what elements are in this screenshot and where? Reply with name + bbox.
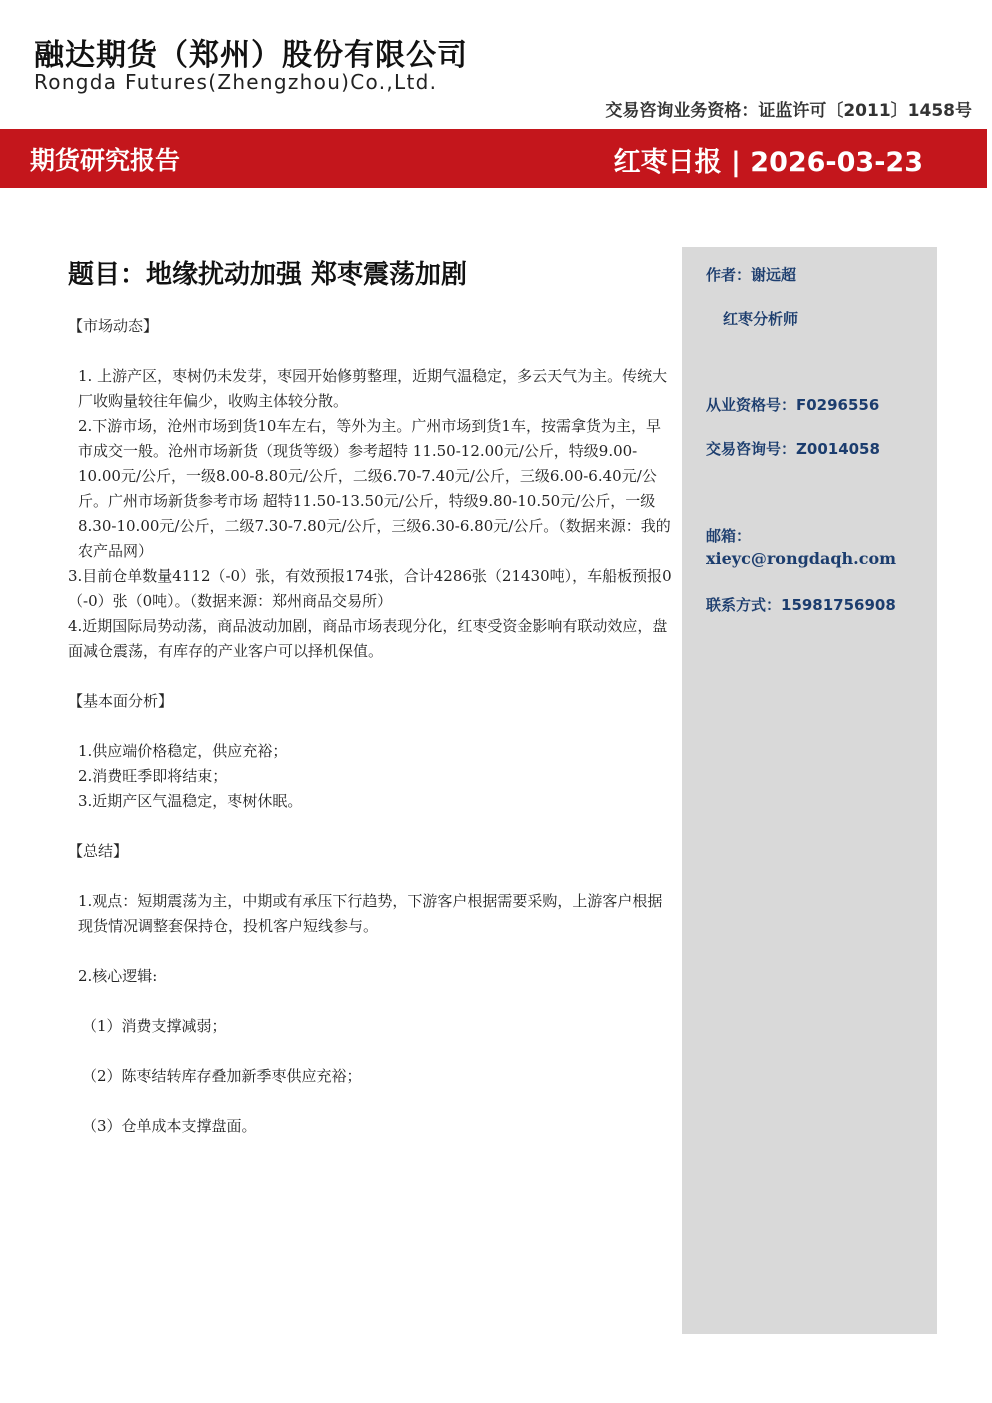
fundamental-item: 3.近期产区气温稳定，枣树休眠。 [78, 792, 303, 810]
email-link[interactable]: xieyc@rongdaqh.com [706, 549, 897, 568]
section-heading-market: 【市场动态】 [68, 317, 159, 335]
market-item: 3.目前仓单数量4112（-0）张，有效预报174张，合计4286张（21430吨），车船板预报0（-0）张（0吨）。（数据来源：郑州商品交易所） [68, 567, 672, 610]
author-role: 红枣分析师 [723, 310, 799, 328]
author-sidebar [682, 247, 937, 1334]
report-title: 题目：地缘扰动加强 郑枣震荡加剧 [68, 260, 468, 290]
fundamental-item: 2.消费旺季即将结束； [78, 767, 228, 785]
company-name-en: Rongda Futures(Zhengzhou)Co.,Ltd. [34, 70, 438, 94]
logic-item: （2）陈枣结转库存叠加新季枣供应充裕； [82, 1067, 362, 1085]
report-body [68, 314, 672, 1139]
fundamental-item: 1.供应端价格稳定，供应充裕； [78, 742, 288, 760]
author-name: 作者：谢远超 [706, 266, 797, 284]
summary-logic-heading: 2.核心逻辑: [78, 967, 158, 985]
report-category: 期货研究报告 [30, 146, 181, 175]
email-label: 邮箱： [706, 527, 752, 545]
logic-item: （3）仓单成本支撑盘面。 [82, 1117, 257, 1135]
logic-item: （1）消费支撑减弱； [82, 1017, 227, 1035]
market-item: 2.下游市场，沧州市场到货10车左右，等外为主。广州市场到货1车，按需拿货为主，早市成交一般。沧州市场新货（现货等级）参考超特 11.50-12.00元/公斤，特级9.00-10.00元/公斤，一级8.00-8.80元/公斤，二级6.70-7.40元/公斤，三级6.00-6.40元/公斤。广州市场新货参考市场 超特11.50-13.50元/公斤，特级9.80-10.50元/公斤，一级8.30-10.00元/公斤，二级7.30-7.80元/公斤，三级6.30-6.80元/公斤。（数据来源：我的农产品网） [78, 417, 671, 560]
market-item: 1. 上游产区，枣树仍未发芽，枣园开始修剪整理，近期气温稳定，多云天气为主。传统大厂收购量较往年偏少，收购主体较分散。 [78, 367, 668, 410]
report-type-date: 红枣日报 | 2026-03-23 [613, 147, 923, 178]
section-heading-fundamental: 【基本面分析】 [68, 692, 174, 710]
consult-number: 交易咨询号：Z0014058 [706, 440, 880, 458]
report-banner [0, 129, 987, 188]
phone-number: 联系方式：15981756908 [706, 596, 896, 614]
market-item: 4.近期国际局势动荡，商品波动加剧，商品市场表现分化，红枣受资金影响有联动效应，盘面减仓震荡，有库存的产业客户可以择机保值。 [68, 617, 668, 660]
license-info: 交易咨询业务资格：证监许可〔2011〕1458号 [605, 101, 972, 121]
qualification-number: 从业资格号：F0296556 [706, 396, 880, 414]
section-heading-summary: 【总结】 [68, 842, 129, 860]
company-name-cn: 融达期货（郑州）股份有限公司 [34, 38, 468, 73]
summary-view: 1.观点：短期震荡为主，中期或有承压下行趋势，下游客户根据需要采购，上游客户根据现货情况调整套保持仓，投机客户短线参与。 [78, 892, 663, 935]
